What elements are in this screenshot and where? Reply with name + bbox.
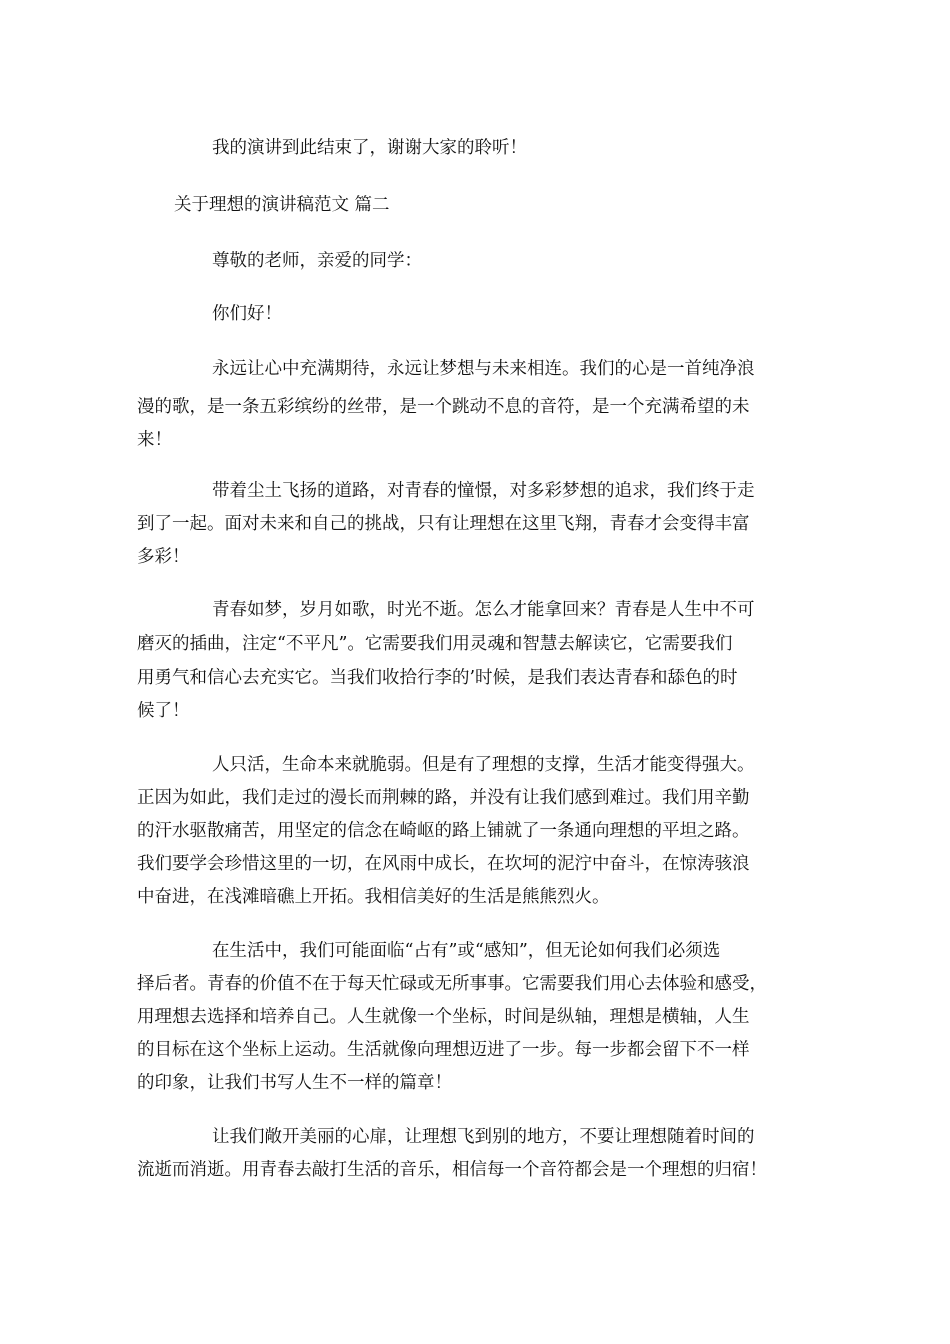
paragraph-line: 在生活中，我们可能面临“占有”或“感知”，但无论如何我们必须选 bbox=[212, 941, 721, 961]
paragraph-line: 我们要学会珍惜这里的一切，在风雨中成长，在坎坷的泥泞中奋斗，在惊涛骇浪 bbox=[137, 854, 750, 874]
paragraph-line: 到了一起。面对未来和自己的挑战，只有让理想在这里飞翔，青春才会变得丰富 bbox=[137, 514, 750, 534]
paragraph-line: 择后者。青春的价值不在于每天忙碌或无所事事。它需要我们用心去体验和感受， bbox=[137, 974, 767, 994]
paragraph-line: 流逝而消逝。用青春去敲打生活的音乐，相信每一个音符都会是一个理想的归宿！ bbox=[137, 1160, 767, 1180]
paragraph-line: 的目标在这个坐标上运动。生活就像向理想迈进了一步。每一步都会留下不一样 bbox=[137, 1040, 750, 1060]
closing-line: 我的演讲到此结束了，谢谢大家的聆听！ bbox=[212, 138, 527, 158]
paragraph-line: 候了！ bbox=[137, 701, 190, 721]
paragraph-line: 用勇气和信心去充实它。当我们收拾行李的’时候，是我们表达青春和舔色的时 bbox=[137, 668, 738, 688]
paragraph-line: 多彩！ bbox=[137, 547, 190, 567]
paragraph-line: 的印象，让我们书写人生不一样的篇章！ bbox=[137, 1073, 452, 1093]
paragraph-line: 人只活，生命本来就脆弱。但是有了理想的支撑，生活才能变得强大。 bbox=[212, 755, 755, 775]
section-title: 关于理想的演讲稿范文 篇二 bbox=[174, 195, 390, 215]
paragraph-line: 让我们敞开美丽的心扉，让理想飞到别的地方，不要让理想随着时间的 bbox=[212, 1127, 755, 1147]
paragraph-line: 中奋进，在浅滩暗礁上开拓。我相信美好的生活是熊熊烈火。 bbox=[137, 887, 610, 907]
paragraph-line: 正因为如此，我们走过的漫长而荆棘的路，并没有让我们感到难过。我们用辛勤 bbox=[137, 788, 750, 808]
paragraph-line: 用理想去选择和培养自己。人生就像一个坐标，时间是纵轴，理想是横轴，人生 bbox=[137, 1007, 750, 1027]
paragraph-line: 漫的歌，是一条五彩缤纷的丝带，是一个跳动不息的音符，是一个充满希望的未 bbox=[137, 397, 750, 417]
paragraph-line: 的汗水驱散痛苦，用坚定的信念在崎岖的路上铺就了一条通向理想的平坦之路。 bbox=[137, 821, 750, 841]
paragraph-line: 来！ bbox=[137, 430, 172, 450]
salutation: 尊敬的老师，亲爱的同学： bbox=[212, 251, 422, 271]
paragraph-line: 磨灭的插曲，注定“不平凡”。它需要我们用灵魂和智慧去解读它，它需要我们 bbox=[137, 634, 733, 654]
greeting: 你们好！ bbox=[212, 304, 282, 324]
paragraph-line: 带着尘土飞扬的道路，对青春的憧憬，对多彩梦想的追求，我们终于走 bbox=[212, 481, 755, 501]
paragraph-line: 永远让心中充满期待，永远让梦想与未来相连。我们的心是一首纯净浪 bbox=[212, 359, 755, 379]
paragraph-line: 青春如梦，岁月如歌，时光不逝。怎么才能拿回来？青春是人生中不可 bbox=[212, 600, 755, 620]
